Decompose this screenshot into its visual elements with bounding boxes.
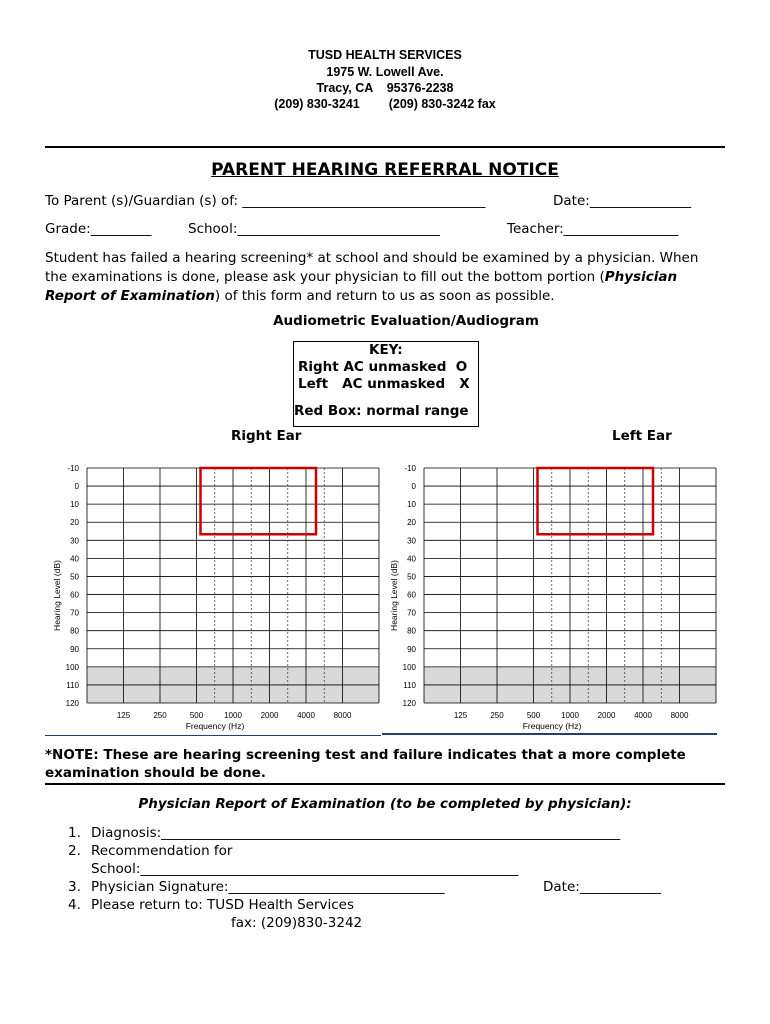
right-x-tick-1000: 1000 xyxy=(224,711,242,720)
right-y-tick-60: 60 xyxy=(70,590,79,600)
left-x-tick-250: 250 xyxy=(490,711,504,720)
recommendation-label: Recommendation for xyxy=(91,843,233,859)
notice-line-3: Report of Examination) of this form and return to us as soon as possible. xyxy=(45,288,555,304)
key-redbox: Red Box: normal range xyxy=(294,403,469,419)
physician-item-1: 1. Diagnosis:____________________________________________________________________ xyxy=(68,825,621,841)
key-right: Right AC unmasked O xyxy=(298,359,468,375)
diagnosis-field[interactable]: Diagnosis:____________________________________________________________________ xyxy=(91,825,621,841)
physician-item-3: 3. Physician Signature:________________________________ xyxy=(68,879,445,895)
left-x-tick-1000: 1000 xyxy=(561,711,579,720)
right-y-axis-label: Hearing Level (dB) xyxy=(52,560,62,631)
right-y-tick-80: 80 xyxy=(70,626,79,636)
left-y-tick-20: 20 xyxy=(407,518,416,528)
left-ear-audiogram xyxy=(382,460,722,732)
left-y-tick-10: 10 xyxy=(407,500,416,510)
right-x-tick-4000: 4000 xyxy=(297,711,315,720)
school-field[interactable]: School:______________________________ xyxy=(188,221,440,237)
right-y-tick-120: 120 xyxy=(65,699,79,708)
left-y-axis-label: Hearing Level (dB) xyxy=(389,560,399,631)
audiogram-key xyxy=(293,341,479,427)
left-x-tick-2000: 2000 xyxy=(597,711,616,720)
note-divider xyxy=(45,783,725,785)
right-x-axis-label: Frequency (Hz) xyxy=(185,721,245,731)
left-y-tick-100: 100 xyxy=(402,662,416,672)
header-divider xyxy=(45,146,725,148)
right-normal-range-box xyxy=(201,468,317,534)
physician-item-4: 4. Please return to: TUSD Health Services xyxy=(68,897,354,913)
right-y-tick-30: 30 xyxy=(70,536,79,546)
left-y-tick-70: 70 xyxy=(407,608,416,618)
grade-field[interactable]: Grade:_________ xyxy=(45,221,152,237)
physician-heading: Physician Report of Examination (to be completed by physician): xyxy=(138,796,632,812)
right-x-tick-500: 500 xyxy=(189,711,204,720)
audiogram-divider-left xyxy=(45,735,381,736)
right-y-tick-90: 90 xyxy=(70,644,79,654)
left-y-tick-0: 0 xyxy=(411,482,416,492)
left-y-tick-110: 110 xyxy=(403,680,416,690)
physician-date-field[interactable]: Date:____________ xyxy=(543,879,661,895)
left-y-tick-80: 80 xyxy=(407,626,416,636)
org-phone: (209) 830-3241 xyxy=(274,97,360,111)
left-y-tick--10: -10 xyxy=(404,464,416,473)
right-y-tick--10: -10 xyxy=(67,464,79,473)
left-y-tick-120: 120 xyxy=(402,699,416,708)
return-to: Please return to: TUSD Health Services xyxy=(91,897,354,913)
left-x-tick-4000: 4000 xyxy=(634,711,652,720)
left-x-tick-125: 125 xyxy=(453,711,468,720)
left-y-tick-30: 30 xyxy=(407,536,416,546)
right-y-tick-40: 40 xyxy=(70,554,79,564)
audiogram-heading: Audiometric Evaluation/Audiogram xyxy=(273,313,539,329)
right-y-tick-70: 70 xyxy=(70,608,79,618)
note-line-1: *NOTE: These are hearing screening test and failure indicates that a more complete xyxy=(45,747,686,763)
right-x-tick-250: 250 xyxy=(153,711,167,720)
right-x-tick-125: 125 xyxy=(116,711,131,720)
right-x-tick-2000: 2000 xyxy=(260,711,279,720)
notice-paragraph xyxy=(45,249,735,306)
left-ear-label: Left Ear xyxy=(612,428,672,444)
return-fax: fax: (209)830-3242 xyxy=(231,915,363,931)
right-y-tick-50: 50 xyxy=(70,572,79,582)
physician-item-2: 2. Recommendation for xyxy=(68,843,233,859)
right-y-tick-20: 20 xyxy=(70,518,79,528)
org-city: Tracy, CA 95376-2238 xyxy=(316,81,454,95)
notice-line-2: the examinations is done, please ask your physician to fill out the bottom portion (Physician xyxy=(45,269,678,285)
parent-guardian-field[interactable]: To Parent (s)/Guardian (s) of: ____________________________________ xyxy=(45,193,486,209)
right-y-tick-0: 0 xyxy=(74,482,79,492)
left-y-tick-60: 60 xyxy=(407,590,416,600)
right-ear-audiogram xyxy=(45,460,385,732)
notice-line-1: Student has failed a hearing screening* at school and should be examined by a physician. When xyxy=(45,250,699,266)
right-y-tick-110: 110 xyxy=(66,680,79,690)
note-line-2: examination should be done. xyxy=(45,765,266,781)
left-y-tick-90: 90 xyxy=(407,644,416,654)
right-y-tick-100: 100 xyxy=(65,662,79,672)
right-y-tick-10: 10 xyxy=(70,500,79,510)
key-left: Left AC unmasked X xyxy=(298,376,470,392)
school-recommendation-field[interactable]: School:________________________________________________________ xyxy=(91,861,519,877)
page-title: PARENT HEARING REFERRAL NOTICE xyxy=(211,160,559,180)
left-normal-range-box xyxy=(538,468,654,534)
left-y-tick-40: 40 xyxy=(407,554,416,564)
key-title: KEY: xyxy=(369,342,403,358)
org-fax: (209) 830-3242 fax xyxy=(388,97,496,111)
left-x-axis-label: Frequency (Hz) xyxy=(522,721,582,731)
left-y-tick-50: 50 xyxy=(407,572,416,582)
signature-field[interactable]: Physician Signature:________________________________ xyxy=(91,879,445,895)
audiogram-divider-right xyxy=(382,733,717,735)
date-field[interactable]: Date:_______________ xyxy=(553,193,692,209)
right-ear-label: Right Ear xyxy=(231,428,302,444)
left-x-tick-8000: 8000 xyxy=(670,711,689,720)
org-street: 1975 W. Lowell Ave. xyxy=(326,65,444,79)
right-x-tick-8000: 8000 xyxy=(333,711,352,720)
left-x-tick-500: 500 xyxy=(526,711,541,720)
org-name: TUSD HEALTH SERVICES xyxy=(308,48,462,62)
teacher-field[interactable]: Teacher:_________________ xyxy=(507,221,679,237)
org-contacts xyxy=(0,96,770,112)
